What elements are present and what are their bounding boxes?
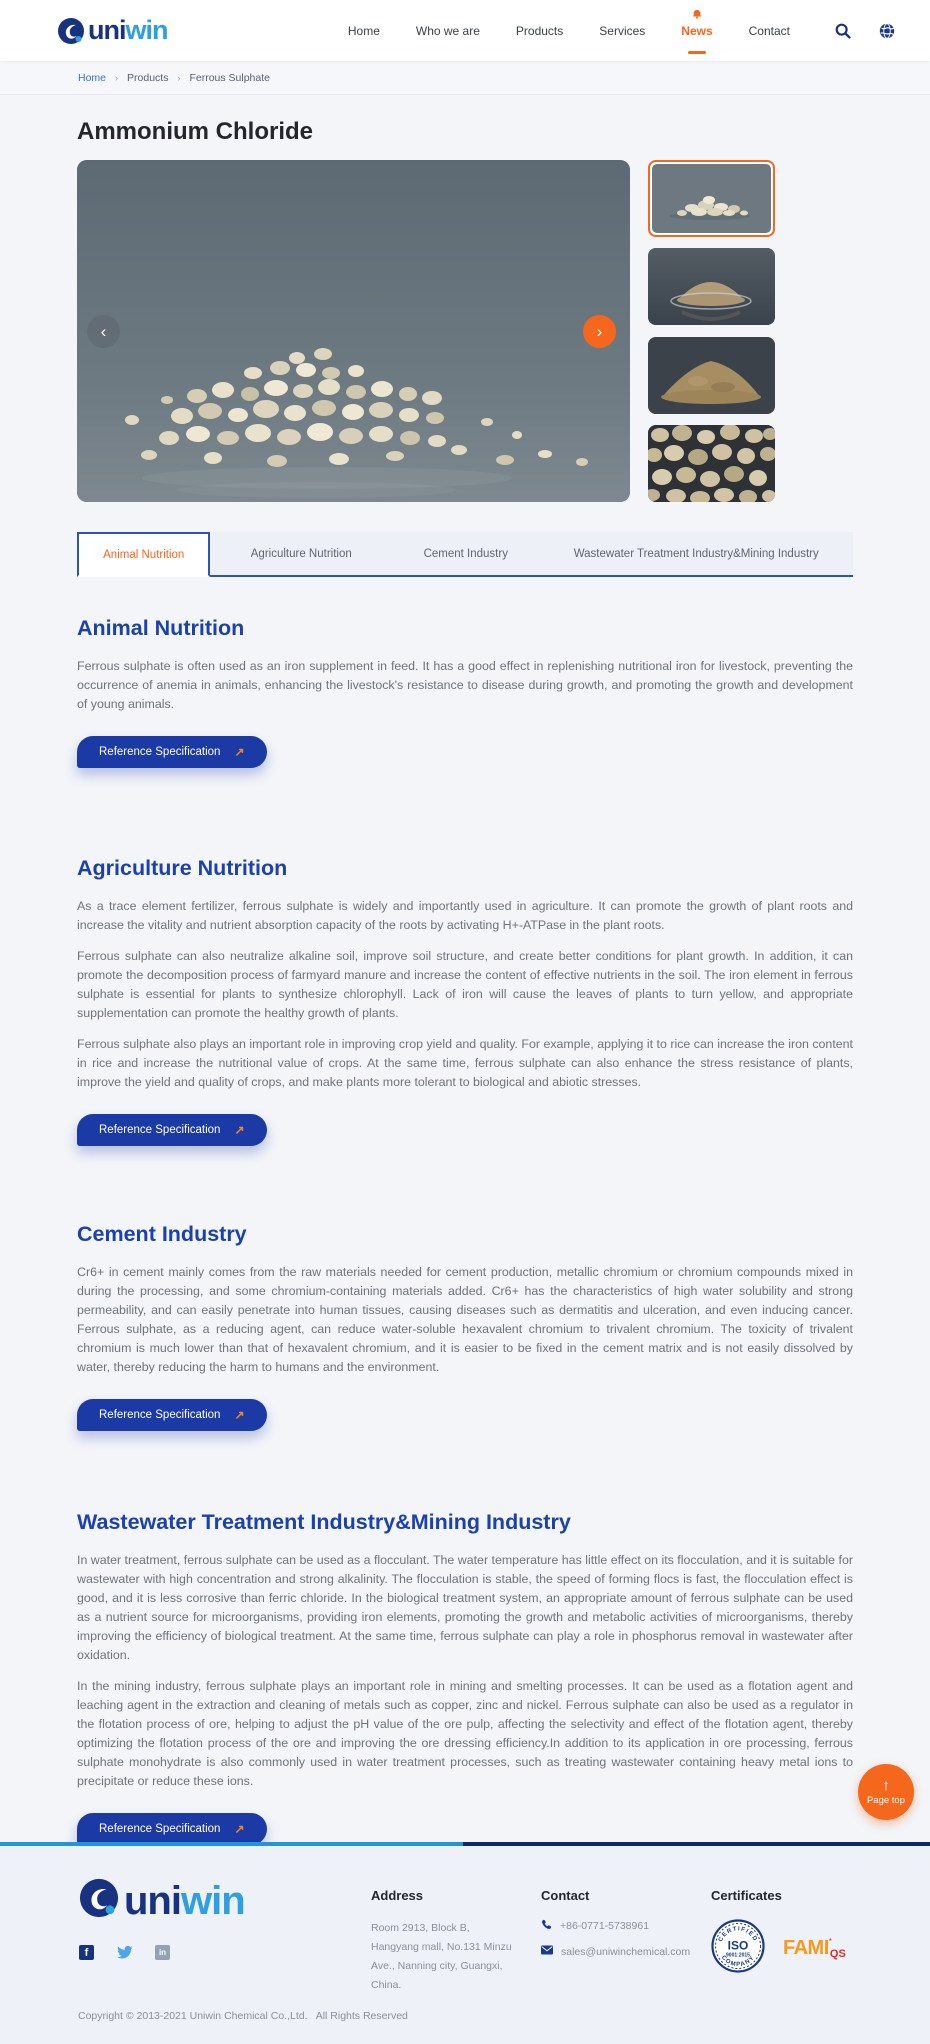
svg-text:ISO: ISO (727, 1938, 749, 1953)
external-link-arrow-icon: ↗ (234, 1822, 245, 1836)
nav-item-who-we-are[interactable]: Who we are (415, 23, 480, 38)
iso-certified-badge (711, 1919, 765, 1978)
footer-contact (541, 1888, 701, 1970)
section-paragraph: As a trace element fertilizer, ferrous sulphate is widely and importantly used in agriculture. It can promote the growth of plant roots and increase the vitality and nutrient absorption capacity of the roots by activating H+-ATPase in the plant roots. (77, 899, 853, 932)
section-heading: Animal Nutrition (77, 616, 245, 640)
reference-specification-button[interactable]: Reference Specification ↗ (77, 1114, 267, 1146)
product-gallery (77, 160, 775, 502)
nav-item-contact[interactable]: Contact (748, 23, 790, 38)
section-heading: Wastewater Treatment Industry&Mining Industry (77, 1510, 571, 1534)
section-animal-nutrition (77, 613, 853, 768)
breadcrumb-separator: › (177, 72, 181, 83)
breadcrumb-home[interactable]: Home (78, 71, 107, 84)
social-links (79, 1944, 170, 1961)
external-link-arrow-icon: ↗ (234, 745, 245, 759)
copyright-text: Copyright © 2013-2021 Uniwin Chemical Co.,Ltd. All Rights Reserved (78, 2010, 408, 2022)
section-paragraph: Ferrous sulphate can also neutralize alkaline soil, improve soil structure, and create better conditions for plant growth. In addition, it can promote the decomposition process of farmyard manure and increase the content of effective nutrients in the soil. The iron element in ferrous sulphate is essential for plants to synthesize chlorophyll. Lack of iron will cause the leaves of plants to turn yellow, and appropriate supplementation can promote the healthy growth of plants. (77, 949, 853, 1020)
section-agriculture-nutrition (77, 853, 853, 1146)
logo-text: uniwin (88, 15, 168, 45)
gallery-next-button[interactable] (583, 315, 616, 348)
logo-mark-icon (77, 1876, 121, 1925)
address-line: Room 2913, Block B, (371, 1922, 470, 1934)
breadcrumb-current: Ferrous Sulphate (189, 71, 270, 84)
footer (0, 1842, 930, 2044)
arrow-up-icon: ↑ (882, 1776, 890, 1794)
svg-text:9001:2015: 9001:2015 (726, 1952, 750, 1959)
section-wastewater-mining (77, 1507, 853, 1845)
page-top-button[interactable]: ↑ Page top (858, 1764, 914, 1820)
gallery-prev-button[interactable] (87, 315, 120, 348)
footer-logo[interactable] (77, 1876, 245, 1925)
address-line: Ave., Nanning city, Guangxi, (371, 1960, 503, 1972)
gallery-thumbnails (648, 160, 775, 502)
section-cement-industry (77, 1219, 853, 1431)
section-paragraph: Cr6+ in cement mainly comes from the raw materials needed for cement production, metallic chromium or chromium compounds mixed in during the processing, and some chromium-containing materials added. Cr6+ has the characteristics of high water solubility and strong permeability, and can easily penetrate into human tissues, causing diseases such as dermatitis and ulceration, and even inducing cancer. Ferrous sulphate, as a reducing agent, can reduce water-soluble hexavalent chromium to trivalent chromium. The toxicity of trivalent chromium is much lower than that of hexavalent chromium, and it is easier to be fixed in the cement matrix and is not easily dissolved by water, thereby reducing the harm to humans and the environment. (77, 1265, 853, 1374)
external-link-arrow-icon: ↗ (234, 1123, 245, 1137)
main-nav (348, 0, 790, 61)
nav-item-services[interactable]: Services (599, 23, 646, 38)
phone-icon (541, 1919, 552, 1933)
twitter-icon[interactable] (116, 1944, 133, 1961)
logo-mark-icon (56, 16, 86, 46)
address-line: China. (371, 1979, 402, 1991)
reference-specification-button[interactable]: Reference Specification ↗ (77, 736, 267, 768)
section-paragraph: In water treatment, ferrous sulphate can be used as a flocculant. The water temperature has little effect on its flocculation, and it is suitable for wastewater with high concentration and strong alkalinity. The flocculation is stable, the speed of forming flocs is fast, the flocculation effect is good, and it is less corrosive than ferric chloride. In the biological treatment system, an appropriate amount of ferrous sulphate can be used as a nutrient source for microorganisms, providing iron elements, promoting the growth and metabolic activities of microorganisms, thereby improving the efficiency of biological treatment. At the same time, ferrous sulphate can play a role in phosphorus removal in wastewater after oxidation. (77, 1553, 853, 1662)
thumbnail-powder-dish[interactable] (648, 248, 775, 325)
address-line: Hangyang mall, No.131 Minzu (371, 1941, 512, 1953)
footer-certificates (711, 1888, 846, 1978)
svg-text:CERTIFIED: CERTIFIED (717, 1926, 759, 1943)
chevron-left-icon: ‹ (100, 322, 107, 341)
nav-item-home[interactable]: Home (347, 23, 380, 38)
breadcrumb-products[interactable]: Products (127, 71, 169, 84)
tab-wastewater-mining[interactable]: Wastewater Treatment Industry&Mining Industry (539, 532, 853, 575)
footer-certificates-title: Certificates (711, 1888, 782, 1903)
facebook-icon[interactable]: f (79, 1945, 94, 1960)
section-paragraph: Ferrous sulphate is often used as an iron supplement in feed. It has a good effect in replenishing nutritional iron for livestock, preventing the occurrence of anemia in animals, enhancing the livestock's resistance to disease during growth, and promoting the growth and development of young animals. (77, 659, 853, 711)
header (0, 0, 930, 61)
section-heading: Agriculture Nutrition (77, 856, 288, 880)
breadcrumb-separator: › (115, 72, 119, 83)
footer-address-title: Address (371, 1888, 424, 1903)
chevron-right-icon: › (596, 322, 603, 341)
footer-address (371, 1888, 521, 1995)
section-heading: Cement Industry (77, 1222, 247, 1246)
section-paragraph: Ferrous sulphate also plays an important role in improving crop yield and quality. For example, applying it to rice can increase the iron content in rice and increase the nutritional value of crops. At the same time, ferrous sulphate can also enhance the stress resistance of plants, improve the yield and quality of crops, and make plants more tolerant to biological and abiotic stresses. (77, 1037, 853, 1089)
logo[interactable] (56, 16, 168, 46)
footer-email[interactable]: sales@uniwinchemical.com (561, 1945, 691, 1958)
search-icon[interactable] (834, 22, 852, 40)
application-tabs (77, 532, 853, 577)
svg-text:COMPANY: COMPANY (719, 1954, 757, 1969)
thumbnail-granules-pile[interactable] (648, 160, 775, 237)
footer-contact-title: Contact (541, 1888, 590, 1903)
news-bell-icon (692, 8, 702, 22)
tab-cement-industry[interactable]: Cement Industry (392, 532, 539, 575)
thumbnail-powder-pile[interactable] (648, 337, 775, 414)
nav-item-products[interactable]: Products (515, 23, 564, 38)
nav-active-underline (688, 51, 706, 54)
thumbnail-granules-closeup[interactable] (648, 425, 775, 502)
footer-phone[interactable]: +86-0771-5738961 (560, 1920, 650, 1932)
external-link-arrow-icon: ↗ (234, 1408, 245, 1422)
logo-text: uniwin (124, 1878, 245, 1923)
reference-specification-button[interactable]: Reference Specification ↗ (77, 1399, 267, 1431)
page-title: Ammonium Chloride (77, 118, 314, 145)
breadcrumb (0, 61, 930, 95)
linkedin-icon[interactable]: in (155, 1945, 170, 1960)
nav-item-news[interactable]: News (681, 0, 712, 61)
section-paragraph: In the mining industry, ferrous sulphate plays an important role in mining and smelting processes. It can be used as a flotation agent and leaching agent in the extraction and cleaning of metals such as copper, zinc and nickel. Ferrous sulphate can also be used as a regulator in the flotation process of ore, helping to adjust the pH value of the ore pulp, affecting the selectivity and effect of the flotation agent, thereby optimizing the flotation process of the ore and improving the ore dressing efficiency.In addition to its application in ore processing, ferrous sulphate monohydrate is also commonly used in water treatment processes, such as treating wastewater containing heavy metal ions to precipitate or reduce these ions. (77, 1679, 853, 1788)
mail-icon (541, 1945, 553, 1958)
fami-qs-logo: FAMI * QS (783, 1936, 846, 1960)
tab-agriculture-nutrition[interactable]: Agriculture Nutrition (210, 532, 392, 575)
tab-animal-nutrition[interactable]: Animal Nutrition (77, 532, 210, 577)
globe-language-icon[interactable] (878, 22, 896, 40)
footer-accent-bar (0, 1842, 930, 1846)
reference-specification-button[interactable]: Reference Specification ↗ (77, 1813, 267, 1845)
product-main-photo (77, 160, 630, 502)
